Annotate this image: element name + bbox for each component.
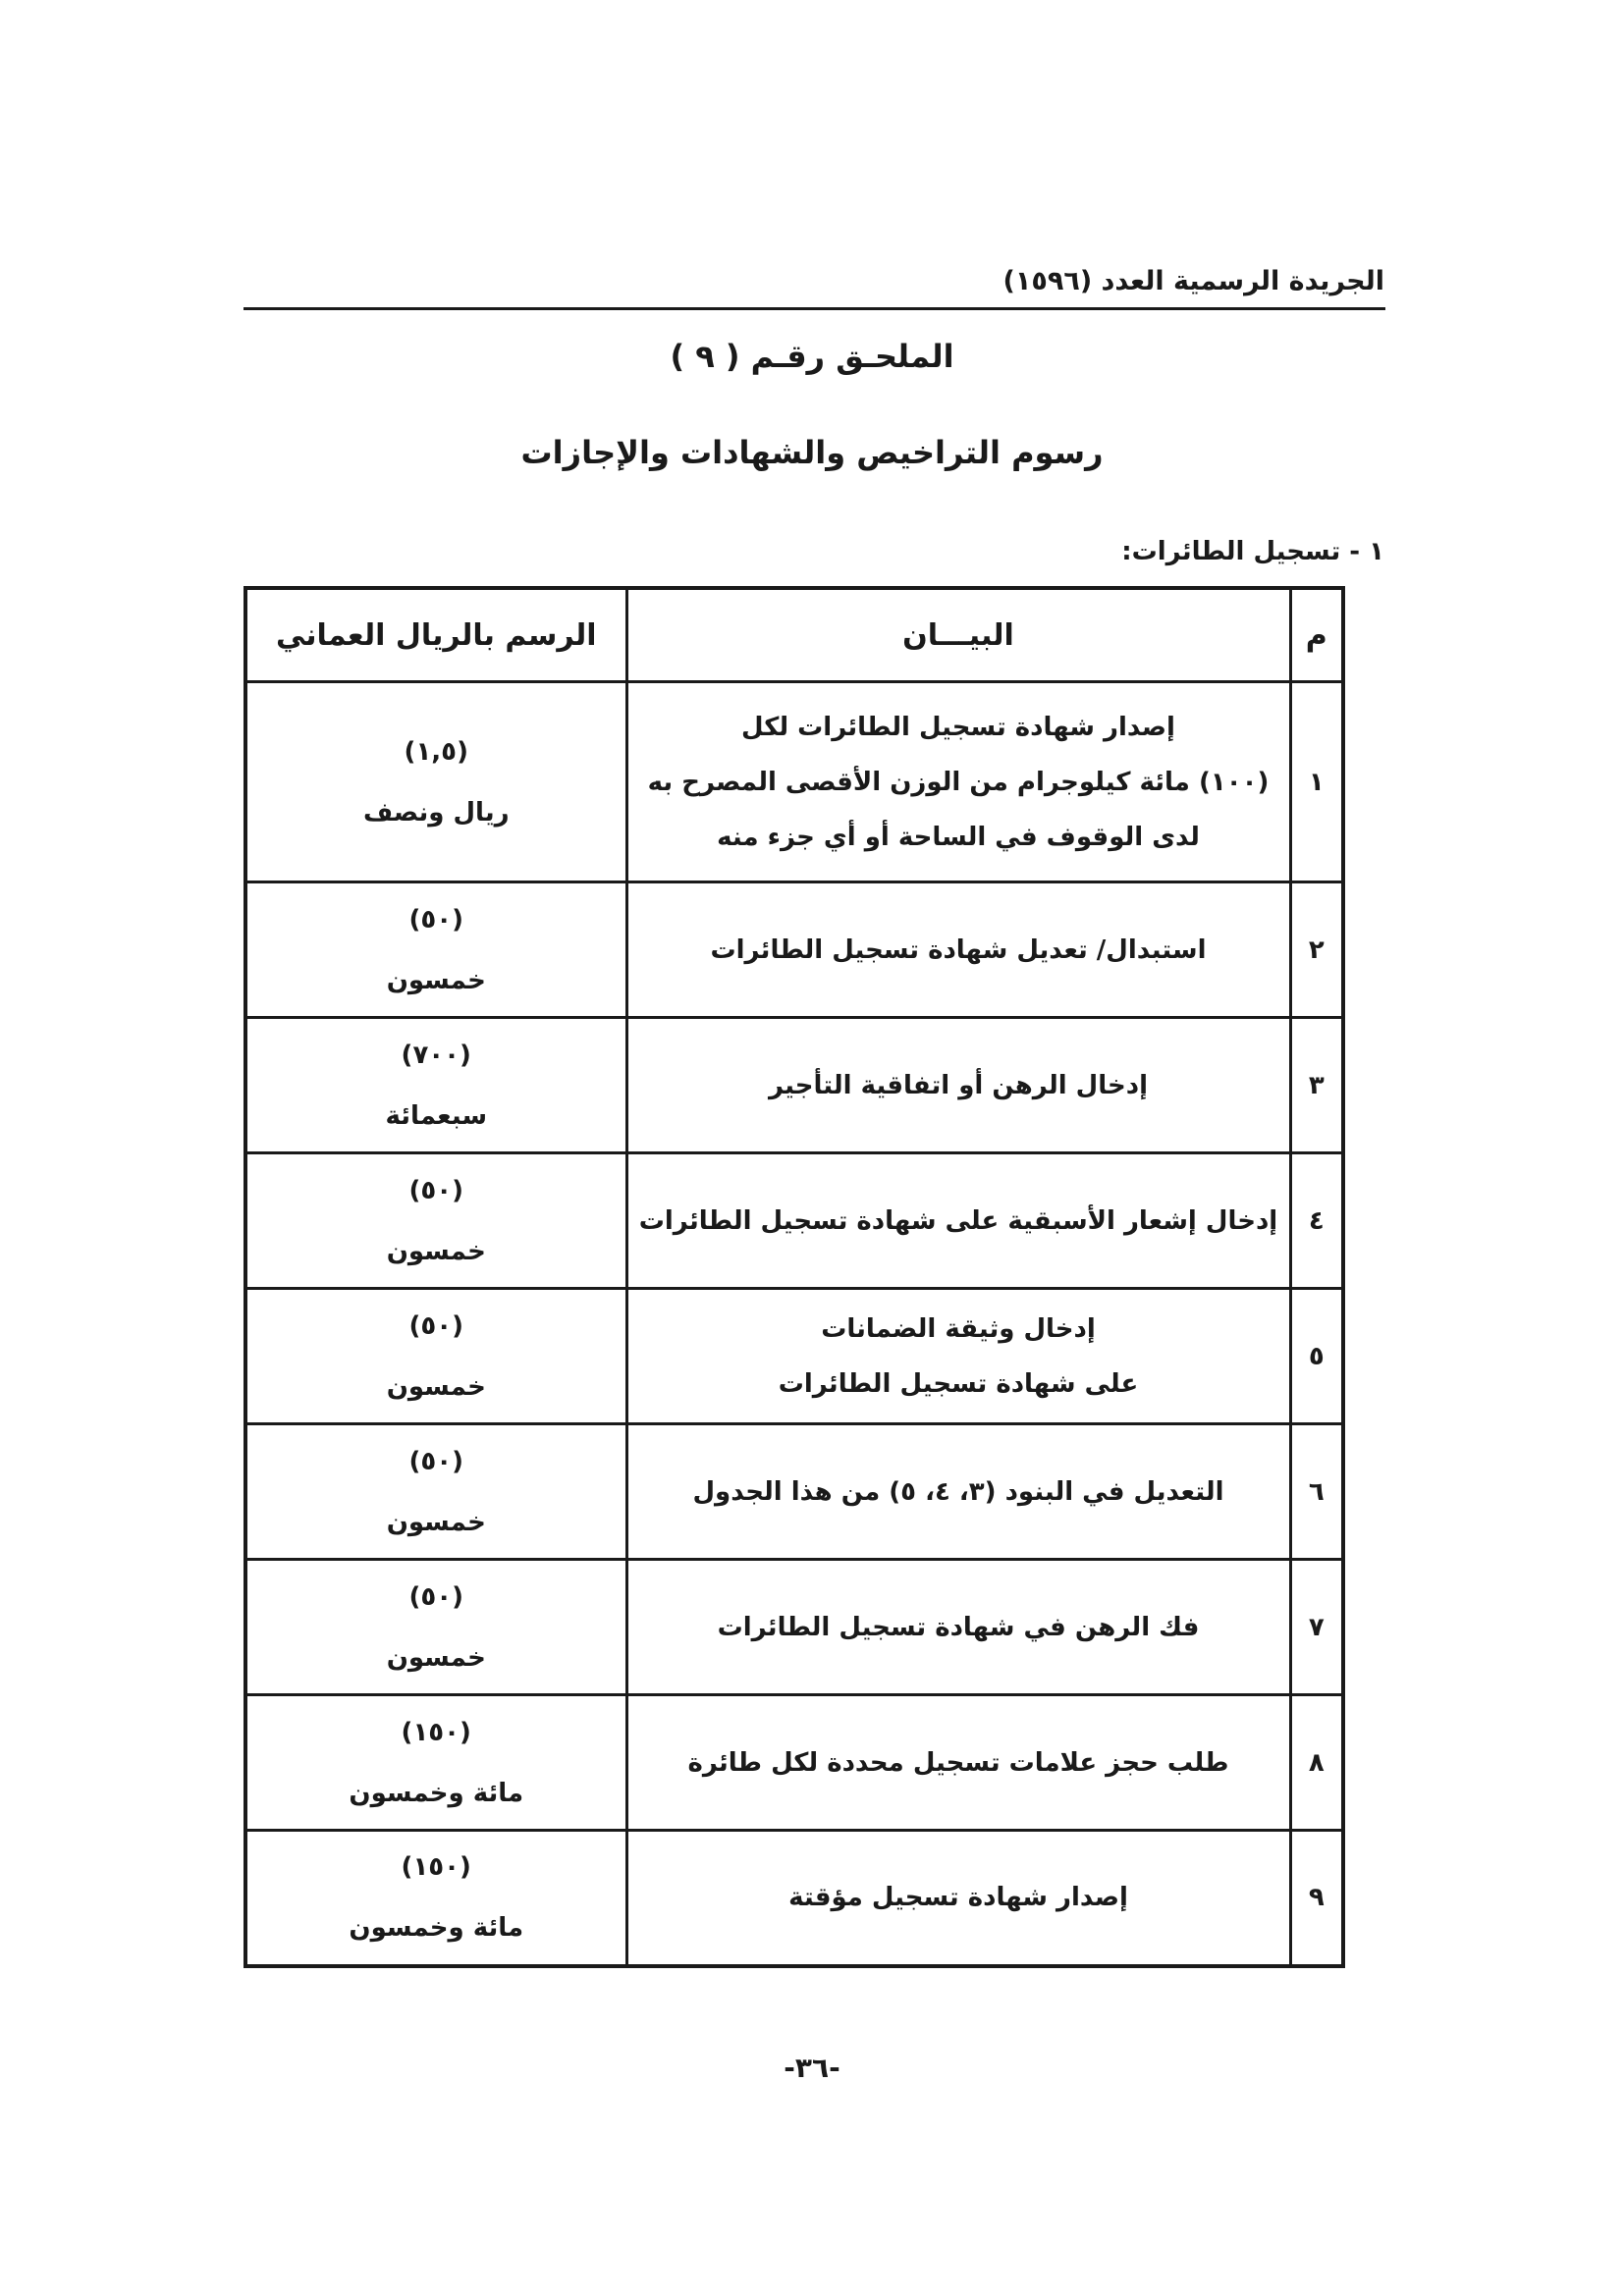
table-row — [245, 682, 1343, 882]
table-row — [245, 1289, 1343, 1424]
row-fee — [245, 1153, 626, 1289]
page-title: رسوم التراخيص والشهادات والإجازات — [520, 434, 1104, 471]
row-fee — [245, 1560, 626, 1695]
row-fee — [245, 682, 626, 882]
fee-amount: (١٥٠) — [401, 1717, 471, 1747]
row-description — [626, 1695, 1290, 1831]
fee-words: خمسون — [386, 1507, 486, 1537]
table-row — [245, 1153, 1343, 1289]
description-line: إصدار شهادة تسجيل الطائرات لكل — [741, 712, 1175, 742]
row-fee — [245, 1695, 626, 1831]
description-line: على شهادة تسجيل الطائرات — [778, 1368, 1139, 1399]
table-row — [245, 1831, 1343, 1966]
row-description — [626, 882, 1290, 1018]
description-line: طلب حجز علامات تسجيل محددة لكل طائرة — [687, 1747, 1229, 1778]
row-number: ٩ — [1290, 1831, 1343, 1966]
row-number: ٥ — [1290, 1289, 1343, 1424]
table-header-row — [245, 588, 1343, 682]
description-line: إدخال وثيقة الضمانات — [821, 1313, 1096, 1344]
description-line: لدى الوقوف في الساحة أو أي جزء منه — [717, 822, 1200, 852]
row-fee — [245, 1424, 626, 1560]
row-number: ٨ — [1290, 1695, 1343, 1831]
description-line: إصدار شهادة تسجيل مؤقتة — [788, 1883, 1128, 1913]
fee-words: خمسون — [386, 965, 486, 995]
table-row — [245, 1695, 1343, 1831]
fee-amount: (٧٠٠) — [401, 1040, 471, 1070]
table-row — [245, 882, 1343, 1018]
row-description — [626, 1560, 1290, 1695]
fee-amount: (٥٠) — [408, 1581, 464, 1612]
row-fee — [245, 1018, 626, 1153]
fee-words: خمسون — [386, 1642, 486, 1673]
page-number: -٣٦- — [784, 2052, 840, 2084]
row-description — [626, 1153, 1290, 1289]
description-line: إدخال إشعار الأسبقية على شهادة تسجيل الطائرات — [638, 1205, 1278, 1236]
row-number: ٦ — [1290, 1424, 1343, 1560]
table-row — [245, 1560, 1343, 1695]
section-heading: ١ - تسجيل الطائرات: — [1121, 537, 1384, 566]
column-header-fee: الرسم بالريال العماني — [245, 588, 626, 682]
row-number: ٣ — [1290, 1018, 1343, 1153]
row-fee — [245, 882, 626, 1018]
annex-title: الملحـق رقـم ( ٩ ) — [670, 338, 954, 375]
fee-words: مائة وخمسون — [349, 1913, 524, 1944]
table-row — [245, 1018, 1343, 1153]
description-line: فك الرهن في شهادة تسجيل الطائرات — [717, 1612, 1200, 1642]
fee-words: خمسون — [386, 1371, 486, 1402]
row-fee — [245, 1289, 626, 1424]
row-description — [626, 1424, 1290, 1560]
row-description — [626, 1018, 1290, 1153]
header-divider — [244, 307, 1385, 310]
description-line: استبدال/ تعديل شهادة تسجيل الطائرات — [710, 934, 1207, 965]
row-number: ٤ — [1290, 1153, 1343, 1289]
row-description — [626, 1831, 1290, 1966]
row-description — [626, 1289, 1290, 1424]
publication-header: الجريدة الرسمية العدد (١٥٩٦) — [1002, 266, 1384, 296]
fee-amount: (٥٠) — [408, 1310, 464, 1341]
description-line: (١٠٠) مائة كيلوجرام من الوزن الأقصى المصرح به — [647, 767, 1270, 797]
table-row — [245, 1424, 1343, 1560]
row-number: ١ — [1290, 682, 1343, 882]
fee-words: مائة وخمسون — [349, 1778, 524, 1808]
description-line: إدخال الرهن أو اتفاقية التأجير — [768, 1070, 1148, 1100]
row-description — [626, 682, 1290, 882]
fee-amount: (١٥٠) — [401, 1852, 471, 1883]
fee-words: ريال ونصف — [362, 797, 510, 828]
row-fee — [245, 1831, 626, 1966]
column-header-number: م — [1290, 588, 1343, 682]
fee-amount: (٥٠) — [408, 1175, 464, 1205]
fee-amount: (٥٠) — [408, 904, 464, 934]
fee-words: سبعمائة — [385, 1100, 488, 1131]
row-number: ٧ — [1290, 1560, 1343, 1695]
fee-amount: (١,٥) — [404, 736, 468, 767]
row-number: ٢ — [1290, 882, 1343, 1018]
fees-table — [244, 586, 1345, 1968]
column-header-description: البيـــان — [626, 588, 1290, 682]
fee-amount: (٥٠) — [408, 1446, 464, 1476]
description-line: التعديل في البنود (٣، ٤، ٥) من هذا الجدول — [692, 1476, 1224, 1507]
fee-words: خمسون — [386, 1236, 486, 1266]
